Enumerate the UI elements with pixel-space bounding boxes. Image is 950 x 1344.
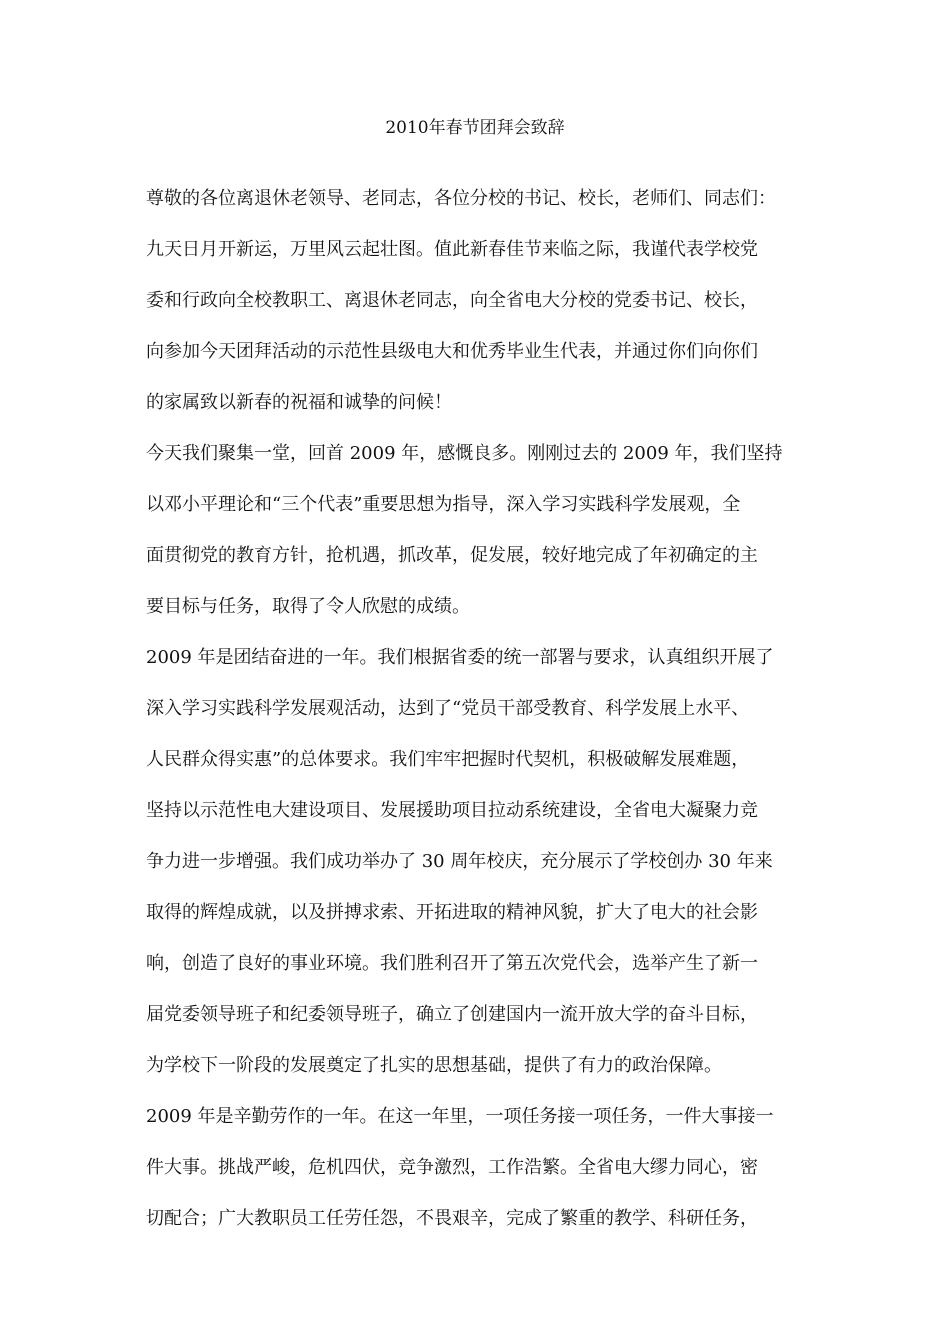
text-line: 2009 年是辛勤劳作的一年。在这一年里，一项任务接一项任务，一件大事接一 xyxy=(146,1106,774,1127)
text-line: 争力进一步增强。我们成功举办了 30 周年校庆，充分展示了学校创办 30 年来 xyxy=(146,851,773,872)
document-title: 2010年春节团拜会致辞 xyxy=(385,118,565,138)
text-line: 2009 年是团结奋进的一年。我们根据省委的统一部署与要求，认真组织开展了 xyxy=(146,647,774,668)
text-line: 委和行政向全校教职工、离退休老同志，向全省电大分校的党委书记、校长， xyxy=(146,290,758,311)
text-line: 坚持以示范性电大建设项目、发展援助项目拉动系统建设，全省电大凝聚力竞 xyxy=(146,800,758,821)
text-line: 切配合；广大教职员工任劳任怨，不畏艰辛，完成了繁重的教学、科研任务， xyxy=(146,1208,758,1229)
text-line: 响，创造了良好的事业环境。我们胜利召开了第五次党代会，选举产生了新一 xyxy=(146,953,758,974)
text-line: 深入学习实践科学发展观活动，达到了“党员干部受教育、科学发展上水平、 xyxy=(146,698,750,719)
text-line: 今天我们聚集一堂，回首 2009 年，感慨良多。刚刚过去的 2009 年，我们坚持 xyxy=(146,443,783,464)
text-line: 尊敬的各位离退休老领导、老同志，各位分校的书记、校长，老师们、同志们： xyxy=(146,188,776,209)
text-line: 以邓小平理论和“三个代表”重要思想为指导，深入学习实践科学发展观，全 xyxy=(146,494,741,515)
text-line: 九天日月开新运，万里风云起壮图。值此新春佳节来临之际，我谨代表学校党 xyxy=(146,239,758,260)
text-line: 人民群众得实惠”的总体要求。我们牢牢把握时代契机，积极破解发展难题， xyxy=(146,749,750,770)
text-line: 向参加今天团拜活动的示范性县级电大和优秀毕业生代表，并通过你们向你们 xyxy=(146,341,758,362)
text-line: 的家属致以新春的祝福和诚挚的问候！ xyxy=(146,392,452,413)
text-line: 要目标与任务，取得了令人欣慰的成绩。 xyxy=(146,596,470,617)
text-line: 件大事。挑战严峻，危机四伏，竞争激烈，工作浩繁。全省电大缪力同心，密 xyxy=(146,1157,758,1178)
text-line: 届党委领导班子和纪委领导班子，确立了创建国内一流开放大学的奋斗目标， xyxy=(146,1004,758,1025)
text-line: 面贯彻党的教育方针，抢机遇，抓改革，促发展，较好地完成了年初确定的主 xyxy=(146,545,758,566)
text-line: 取得的辉煌成就，以及拼搏求索、开拓进取的精神风貌，扩大了电大的社会影 xyxy=(146,902,758,923)
document-body xyxy=(146,186,836,1257)
text-line: 为学校下一阶段的发展奠定了扎实的思想基础，提供了有力的政治保障。 xyxy=(146,1055,722,1076)
